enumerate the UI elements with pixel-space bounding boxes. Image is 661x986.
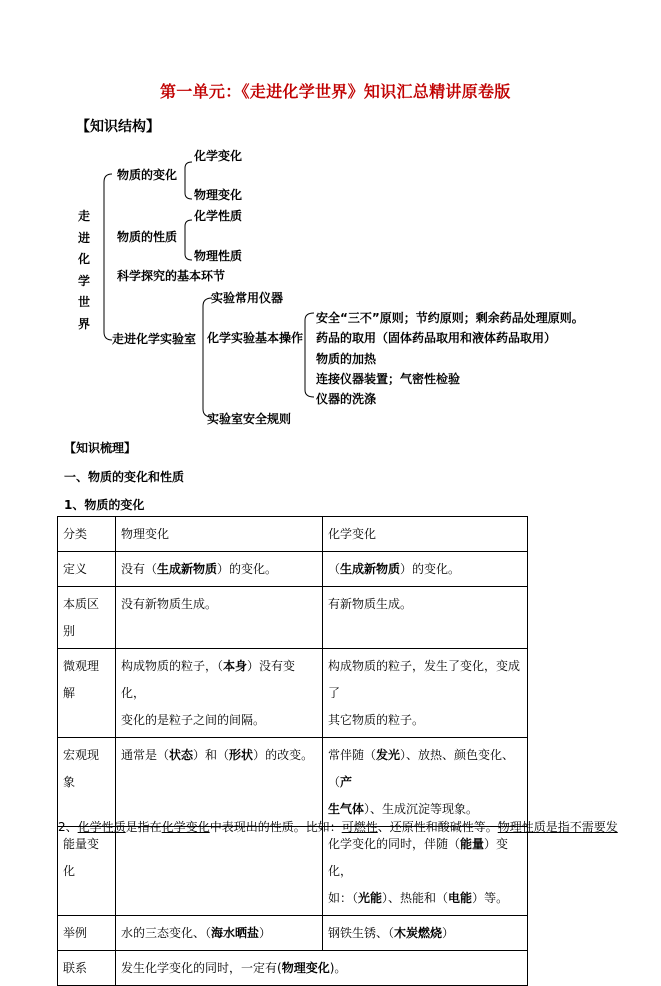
node-operations: 化学实验基本操作 [207, 331, 304, 345]
node-lab: 走进化学实验室 [112, 332, 197, 346]
table-cell: （生成新物质）的变化。 [323, 552, 528, 587]
table-cell: 钢铁生锈、（木炭燃烧） [323, 916, 528, 951]
root-char: 进 [77, 230, 90, 245]
table-row [58, 517, 528, 552]
node-chemical-property: 化学性质 [194, 209, 243, 223]
op-item: 药品的取用（固体药品取用和液体药品取用） [316, 331, 557, 345]
table-row [58, 738, 528, 827]
lab-brace [203, 298, 212, 417]
root-char: 学 [77, 273, 90, 288]
operations-brace [305, 313, 314, 397]
row-label: 联系 [58, 951, 116, 986]
root-char: 走 [77, 209, 90, 223]
property-brace [185, 220, 192, 260]
op-item: 仪器的洗涤 [316, 392, 377, 406]
row-label: 本质区别 [58, 587, 116, 649]
node-instruments: 实验常用仪器 [211, 291, 284, 305]
table-cell: 构成物质的粒子，发生了变化，变成了 其它物质的粒子。 [323, 649, 528, 738]
root-char: 化 [77, 252, 90, 266]
table-row [58, 916, 528, 951]
table-cell [116, 827, 323, 916]
table-cell: 化学变化的同时，伴随（能量）变化， 如：（光能）、热能和（电能）等。 [323, 827, 528, 916]
table-header-cell: 分类 [58, 517, 116, 552]
row-label: 能量变化 [58, 827, 116, 916]
node-physical-property: 物理性质 [194, 249, 243, 263]
knowledge-structure-heading: 【知识结构】 [76, 119, 160, 135]
table-cell: 没有（生成新物质）的变化。 [116, 552, 323, 587]
change-comparison-table [57, 516, 528, 986]
root-char: 世 [77, 295, 90, 309]
table-row [58, 587, 528, 649]
knowledge-sort-heading: 【知识梳理】 [64, 441, 137, 455]
table-cell: 水的三态变化、（海水晒盐） [116, 916, 323, 951]
row-label: 宏观现象 [58, 738, 116, 827]
node-inquiry: 科学探究的基本环节 [117, 269, 226, 283]
table-row [58, 827, 528, 916]
change-brace [185, 162, 192, 199]
node-safety: 实验室安全规则 [207, 412, 292, 426]
table-cell: 有新物质生成。 [323, 587, 528, 649]
subsection-heading: 1、物质的变化 [64, 498, 145, 512]
table-cell: 没有新物质生成。 [116, 587, 323, 649]
row-label: 举例 [58, 916, 116, 951]
section-heading: 一、物质的变化和性质 [64, 470, 185, 484]
op-item: 安全“三不”原则；节约原则；剩余药品处理原则。 [316, 311, 584, 325]
table-header-cell: 物理变化 [116, 517, 323, 552]
root-label-vertical [77, 206, 91, 335]
node-change: 物质的变化 [117, 168, 178, 182]
page-title: 第一单元：《走进化学世界》知识汇总精讲原卷版 [160, 82, 511, 101]
table-row [58, 552, 528, 587]
node-chemical-change: 化学变化 [194, 149, 243, 163]
table-cell: 发生化学变化的同时，一定有(物理变化)。 [116, 951, 528, 986]
row-label: 定义 [58, 552, 116, 587]
row-label: 微观理解 [58, 649, 116, 738]
table-row [58, 951, 528, 986]
op-item: 连接仪器装置；气密性检验 [316, 372, 461, 386]
root-brace [104, 174, 112, 340]
op-item: 物质的加热 [316, 352, 377, 366]
root-char: 界 [77, 316, 90, 331]
table-header-cell: 化学变化 [323, 517, 528, 552]
node-property: 物质的性质 [117, 230, 178, 244]
table-cell: 构成物质的粒子，（本身）没有变化， 变化的是粒子之间的间隔。 [116, 649, 323, 738]
footer-paragraph: 2、化学性质是指在化学变化中表现出的性质。比如：可燃性、还原性和酸碱性等。物理性质是指不需要发 [58, 820, 618, 834]
node-physical-change: 物理变化 [194, 188, 243, 202]
table-cell: 常伴随（发光）、放热、颜色变化、（产 生气体）、生成沉淀等现象。 [323, 738, 528, 827]
table-cell: 通常是（状态）和（形状）的改变。 [116, 738, 323, 827]
table-row [58, 649, 528, 738]
